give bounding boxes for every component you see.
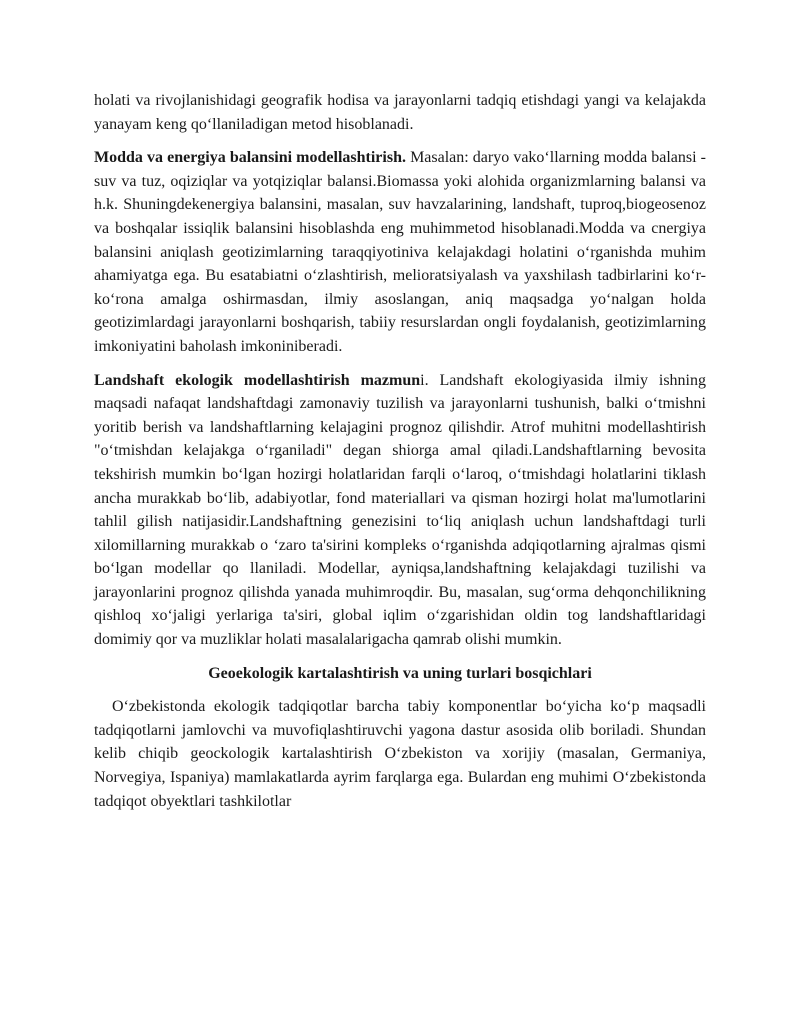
section-heading: Geoekologik kartalashtirish va uning turlari bosqichlari — [208, 664, 592, 682]
paragraph-geoecological-mapping: O‘zbekistonda ekologik tadqiqotlar barcha tabiy komponentlar bo‘yicha ko‘p maqsadli tadqiqotlarni jamlovchi va muvofiqlashtiruvchi yagona dastur asosida olib boriladi. Shundan kelib chiqib geockologik kartalashtirish O‘zbekiston va xorijiy (masalan, Germaniya, Norvegiya, Ispaniya) mamlakatlarda ayrim farqlarga ega. Bulardan eng muhimi O‘zbekistonda tadqiqot obyektlari tashkilotlar — [94, 698, 706, 810]
paragraph-lead-balance-modeling: Modda va energiya balansini modellashtirish. — [94, 149, 406, 167]
paragraph-text-landscape-ecology: i. Landshaft ekologiyasida ilmiy ishning maqsadi nafaqat landshaftdagi zamonaviy tuzilish va jarayonlarni tushunish, balki o‘tmishni yoritib berish va landshaftlarning kelajagini prognoz qilishdir. Atrof muhitni modellashtirish "o‘tmishdan kelajakga o‘rganiladi" degan shiorga amal qiladi.Landshaftlarning bevosita tekshirish mumkin bo‘lgan hozirgi holatlaridan farqli o‘laroq, o‘tmishdagi holatlarini tiklash ancha murakkab bo‘lib, adabiyotlar, fond materiallari va qisman hozirgi holat ma'lumotlarini tahlil gilish natijasidir.Landshaftning genezisini to‘liq aniqlash uchun landshaftdagi turli xilomillarning murakkab o ‘zaro ta'sirini kompleks o‘rganishda adqiqotlarning ajralmas qismi bo‘lgan modellar qo llaniladi. Modellar, ayniqsa,landshaftning kelajakdagi tuzilishi va jarayonlarini prognoz qilishda yanada muhimroqdir. Bu, masalan, sug‘orma dehqonchilikning qishloq xo‘jaligi yerlariga ta'siri, global iqlim o‘zgarishidan oldin tog landshaftlaridagi domimiy qor va muzliklar holati masalalarigacha qamrab olishi mumkin. — [94, 371, 706, 649]
paragraph-lead-landscape-ecology: Landshaft ekologik modellashtirish mazmun — [94, 371, 421, 389]
paragraph-text-balance-modeling: Masalan: daryo vako‘llarning modda balansi - suv va tuz, oqiziqlar va yotqiziqlar balansi.Biomassa yoki alohida organizmlarning balansi va h.k. Shuningdekenergiya balansini, masalan, suv havzalarining, landshaft, tuproq,biogeosenoz va boshqalar issiqlik balansini hisoblashda eng muhimmetod hisoblanadi.Modda va cnergiya balansini aniqlash geotizimlarning taraqqiyotiniva kelajakdagi holatini o‘rganishda muhim ahamiyatga ega. Bu esatabiatni o‘zlashtirish, melioratsiyalash va yaxshilash tadbirlarini ko‘r-ko‘rona amalga oshirmasdan, ilmiy asoslangan, aniq maqsadga yo‘nalgan holda geotizimlardagi jarayonlarni boshqarish, tabiiy resurslardan ongli foydalanish, geotizimlarning imkoniyatini baholash imkoniniberadi. — [94, 149, 706, 355]
document-page — [94, 89, 706, 823]
paragraph-intro: holati va rivojlanishidagi geografik hodisa va jarayonlarni tadqiq etishdagi yangi va kelajakda yanayam keng qo‘llaniladigan metod hisoblanadi. — [94, 92, 706, 133]
paragraph-balance-modeling — [94, 146, 706, 358]
paragraph-landscape-ecology — [94, 369, 706, 652]
